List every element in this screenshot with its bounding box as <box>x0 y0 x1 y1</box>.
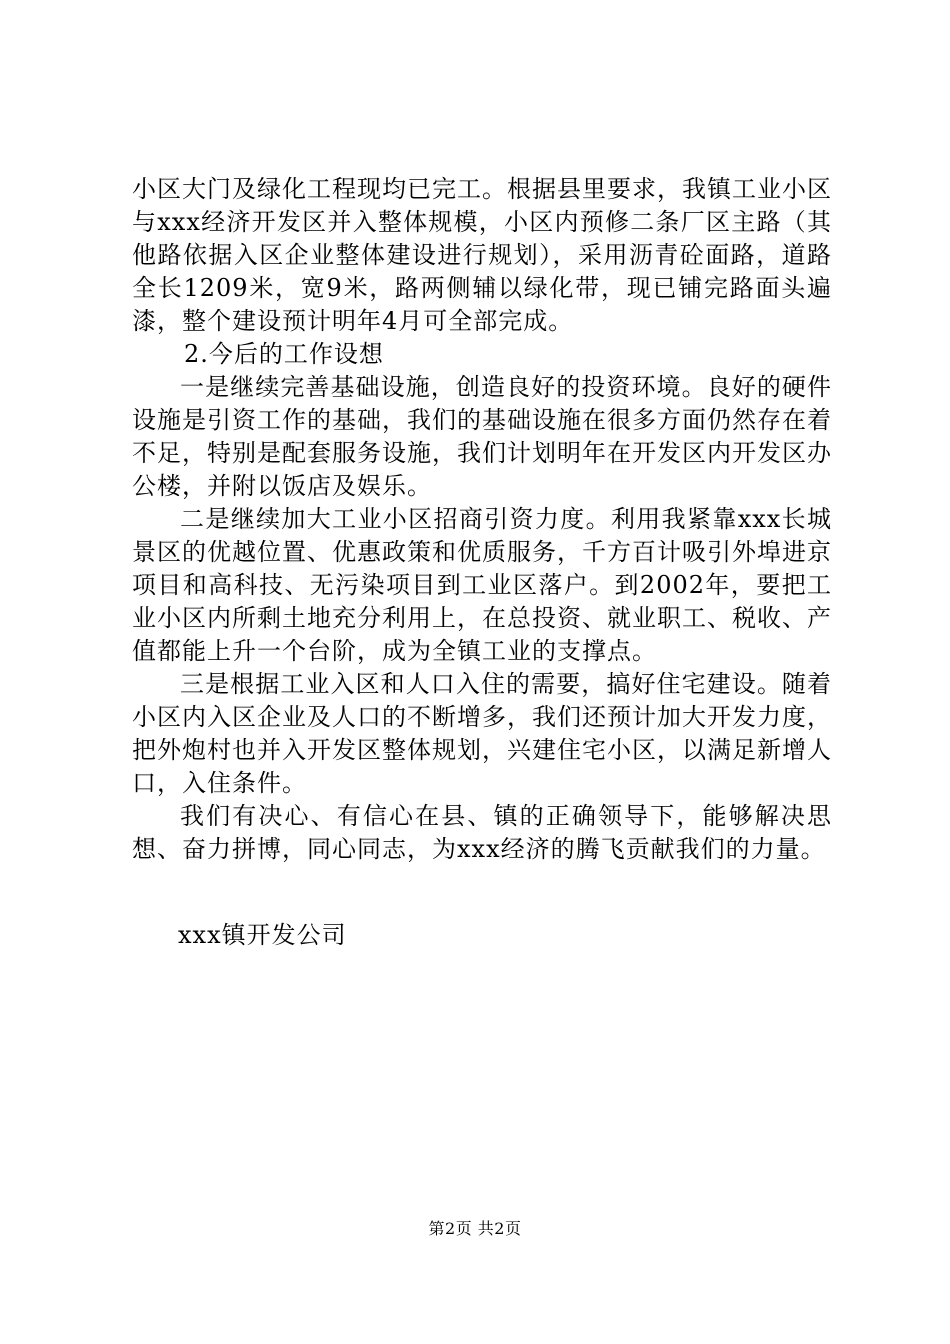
signature: xxx镇开发公司 <box>178 921 347 949</box>
paragraph-continuation: 小区大门及绿化工程现均已完工。根据县里要求，我镇工业小区与xxx经济开发区并入整体规模，小区内预修二条厂区主路（其他路依据入区企业整体建设进行规划），采用沥青砼面路，道路全长1209米，宽9米，路两侧辅以绿化带，现已铺完路面头遍漆，整个建设预计明年4月可全部完成。 <box>132 175 832 335</box>
paragraph-closing: 我们有决心、有信心在县、镇的正确领导下，能够解决思想、奋力拼博，同心同志，为xxx经济的腾飞贡献我们的力量。 <box>132 802 832 863</box>
paragraph-investment: 二是继续加大工业小区招商引资力度。利用我紧靠xxx长城景区的优越位置、优惠政策和优质服务，千方百计吸引外埠进京项目和高科技、无污染项目到工业区落户。到2002年，要把工业小区内所剩土地充分利用上，在总投资、就业职工、税收、产值都能上升一个台阶，成为全镇工业的支撑点。 <box>132 505 832 665</box>
page-number: 第2页 共2页 <box>428 1219 522 1238</box>
document-body <box>132 173 832 952</box>
section-heading: 2.今后的工作设想 <box>184 340 384 368</box>
paragraph-infrastructure: 一是继续完善基础设施，创造良好的投资环境。良好的硬件设施是引资工作的基础，我们的基础设施在很多方面仍然存在着不足，特别是配套服务设施，我们计划明年在开发区内开发区办公楼，并附以饭店及娱乐。 <box>132 373 832 500</box>
paragraph-housing: 三是根据工业入区和人口入住的需要，搞好住宅建设。随着小区内入区企业及人口的不断增多，我们还预计加大开发力度，把外炮村也并入开发区整体规划，兴建住宅小区，以满足新增人口，入住条件。 <box>132 670 832 797</box>
